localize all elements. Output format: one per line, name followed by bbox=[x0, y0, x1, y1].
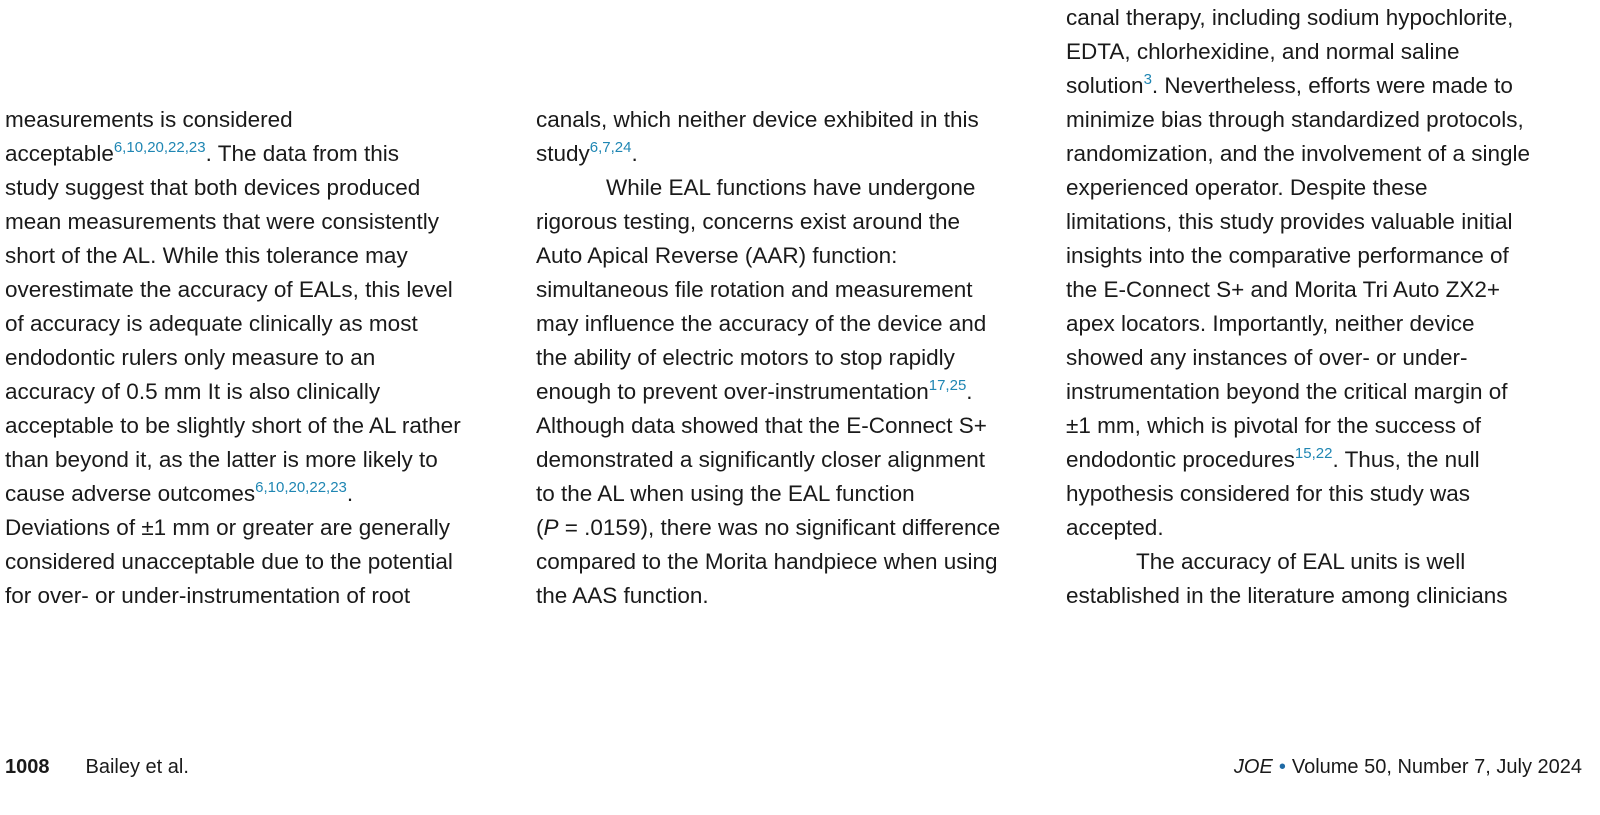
text-line bbox=[5, 579, 505, 613]
text-segment: demonstrated a significantly closer alignment bbox=[536, 447, 985, 472]
text-segment: considered unacceptable due to the potential bbox=[5, 549, 453, 574]
text-segment: for over- or under-instrumentation of root bbox=[5, 583, 411, 608]
text-segment: Although data showed that the E-Connect S+ bbox=[536, 413, 987, 438]
text-segment: EDTA, chlorhexidine, and normal saline bbox=[1066, 39, 1460, 64]
text-segment: apex locators. Importantly, neither device bbox=[1066, 311, 1475, 336]
text-segment: accuracy of 0.5 mm It is also clinically bbox=[5, 379, 381, 404]
text-segment: acceptable bbox=[5, 141, 114, 166]
text-line bbox=[1066, 307, 1566, 341]
text-line bbox=[536, 239, 1036, 273]
text-segment: canal therapy, including sodium hypochlorite, bbox=[1066, 5, 1514, 30]
text-segment: to the AL when using the EAL function bbox=[536, 481, 915, 506]
text-segment: cause adverse outcomes bbox=[5, 481, 256, 506]
volume-info: Volume 50, Number 7, July 2024 bbox=[1291, 756, 1582, 778]
text-line bbox=[5, 103, 505, 137]
text-line bbox=[1066, 545, 1566, 579]
text-line bbox=[536, 409, 1036, 443]
footer-right bbox=[1234, 752, 1582, 782]
journal-name: JOE bbox=[1233, 756, 1273, 778]
text-segment: limitations, this study provides valuable initial bbox=[1066, 209, 1513, 234]
text-line bbox=[1066, 239, 1566, 273]
text-segment: . bbox=[966, 379, 973, 404]
text-line bbox=[1066, 137, 1566, 171]
text-segment: endodontic procedures bbox=[1066, 447, 1295, 472]
text-segment: minimize bias through standardized protocols, bbox=[1066, 107, 1524, 132]
running-head-authors: Bailey et al. bbox=[85, 756, 189, 778]
text-line bbox=[1066, 375, 1566, 409]
text-line bbox=[1066, 171, 1566, 205]
text-segment: rigorous testing, concerns exist around the bbox=[536, 209, 960, 234]
text-segment: enough to prevent over-instrumentation bbox=[536, 379, 929, 404]
text-segment: . Nevertheless, efforts were made to bbox=[1151, 73, 1513, 98]
text-segment: mean measurements that were consistently bbox=[5, 209, 439, 234]
text-line bbox=[536, 137, 1036, 171]
text-segment: The accuracy of EAL units is well bbox=[1136, 549, 1466, 574]
text-line bbox=[536, 171, 1036, 205]
text-line bbox=[536, 341, 1036, 375]
text-segment: the ability of electric motors to stop rapidly bbox=[536, 345, 955, 370]
text-line bbox=[5, 477, 505, 511]
text-line bbox=[536, 511, 1036, 545]
citation-reference[interactable]: 6,7,24 bbox=[589, 139, 632, 156]
text-segment: experienced operator. Despite these bbox=[1066, 175, 1428, 200]
column-right bbox=[1066, 1, 1566, 613]
citation-reference[interactable]: 17,25 bbox=[928, 377, 967, 394]
text-line bbox=[1066, 205, 1566, 239]
text-segment: the E-Connect S+ and Morita Tri Auto ZX2+ bbox=[1066, 277, 1500, 302]
text-line bbox=[536, 375, 1036, 409]
text-segment: overestimate the accuracy of EALs, this level bbox=[5, 277, 453, 302]
text-segment: ±1 mm, which is pivotal for the success of bbox=[1066, 413, 1481, 438]
text-segment: solution bbox=[1066, 73, 1144, 98]
footer-left bbox=[5, 752, 189, 782]
column-left bbox=[5, 103, 505, 613]
text-segment: While EAL functions have undergone bbox=[606, 175, 976, 200]
text-line bbox=[536, 545, 1036, 579]
text-segment: study suggest that both devices produced bbox=[5, 175, 421, 200]
text-line bbox=[5, 545, 505, 579]
text-line bbox=[5, 375, 505, 409]
text-segment: compared to the Morita handpiece when using bbox=[536, 549, 998, 574]
text-segment: . bbox=[631, 141, 638, 166]
text-segment: simultaneous file rotation and measurement bbox=[536, 277, 973, 302]
text-segment: showed any instances of over- or under- bbox=[1066, 345, 1468, 370]
text-line bbox=[1066, 477, 1566, 511]
text-line bbox=[5, 239, 505, 273]
italic-text: P bbox=[543, 515, 559, 540]
text-segment: = .0159), there was no significant difference bbox=[558, 515, 1001, 540]
text-segment: . bbox=[346, 481, 354, 506]
text-segment: . Thus, the null bbox=[1332, 447, 1480, 472]
text-segment: randomization, and the involvement of a single bbox=[1066, 141, 1531, 166]
text-segment: ( bbox=[536, 515, 544, 540]
text-segment: measurements is considered bbox=[5, 107, 293, 132]
text-line bbox=[5, 409, 505, 443]
text-line bbox=[5, 273, 505, 307]
text-line bbox=[536, 477, 1036, 511]
text-segment: the AAS function. bbox=[536, 583, 709, 608]
text-line bbox=[1066, 273, 1566, 307]
text-line bbox=[1066, 511, 1566, 545]
text-line bbox=[1066, 69, 1566, 103]
text-line bbox=[5, 137, 505, 171]
text-line bbox=[536, 103, 1036, 137]
text-line bbox=[1066, 409, 1566, 443]
text-segment: accepted. bbox=[1066, 515, 1164, 540]
text-line bbox=[5, 171, 505, 205]
text-segment: insights into the comparative performance of bbox=[1066, 243, 1509, 268]
text-segment: short of the AL. While this tolerance may bbox=[5, 243, 408, 268]
text-line bbox=[1066, 443, 1566, 477]
text-line bbox=[1066, 103, 1566, 137]
text-line bbox=[5, 307, 505, 341]
text-segment: canals, which neither device exhibited in this bbox=[536, 107, 979, 132]
text-segment: acceptable to be slightly short of the AL rather bbox=[5, 413, 461, 438]
text-line bbox=[536, 273, 1036, 307]
text-segment: hypothesis considered for this study was bbox=[1066, 481, 1470, 506]
text-segment: study bbox=[536, 141, 590, 166]
text-line bbox=[1066, 579, 1566, 613]
text-line bbox=[1066, 1, 1566, 35]
column-middle bbox=[536, 103, 1036, 613]
citation-reference[interactable]: 3 bbox=[1143, 71, 1152, 88]
page-number: 1008 bbox=[5, 756, 50, 778]
text-segment: may influence the accuracy of the device and bbox=[536, 311, 987, 336]
text-line bbox=[536, 443, 1036, 477]
text-line bbox=[1066, 35, 1566, 69]
text-line bbox=[5, 511, 505, 545]
text-line bbox=[1066, 341, 1566, 375]
text-line bbox=[5, 341, 505, 375]
text-line bbox=[5, 443, 505, 477]
citation-reference[interactable]: 15,22 bbox=[1294, 445, 1333, 462]
text-segment: . The data from this bbox=[205, 141, 400, 166]
citation-reference[interactable]: 6,10,20,22,23 bbox=[113, 139, 206, 156]
text-line bbox=[5, 205, 505, 239]
bullet-separator: • bbox=[1278, 756, 1286, 778]
text-segment: instrumentation beyond the critical margin of bbox=[1066, 379, 1508, 404]
citation-reference[interactable]: 6,10,20,22,23 bbox=[255, 479, 347, 496]
text-segment: Deviations of ±1 mm or greater are generally bbox=[5, 515, 451, 540]
text-segment: than beyond it, as the latter is more likely to bbox=[5, 447, 438, 472]
text-line bbox=[536, 579, 1036, 613]
text-line bbox=[536, 205, 1036, 239]
text-segment: Auto Apical Reverse (AAR) function: bbox=[536, 243, 898, 268]
text-segment: of accuracy is adequate clinically as most bbox=[5, 311, 418, 336]
text-segment: endodontic rulers only measure to an bbox=[5, 345, 376, 370]
text-segment: established in the literature among clinicians bbox=[1066, 583, 1508, 608]
text-line bbox=[536, 307, 1036, 341]
